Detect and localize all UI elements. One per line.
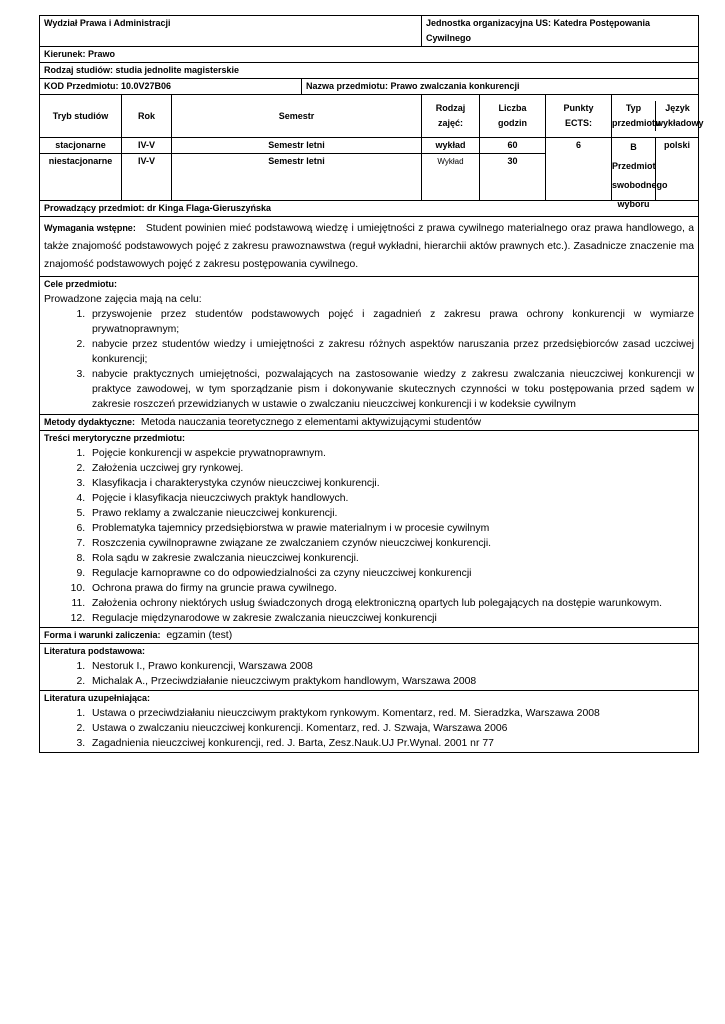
content-list (44, 446, 694, 626)
ects-value: 6 (546, 138, 612, 201)
list-item: 6. Problematyka tajemnicy przedsiębiorstwa w prawie materialnym i w procesie cywilnym (88, 521, 694, 536)
goals-intro: Prowadzone zajęcia mają na celu: (44, 294, 202, 305)
list-item: 2. Założenia uczciwej gry rynkowej. (88, 461, 694, 476)
list-item: 11. Założenia ochrony niektórych usług świadczonych drogą elektroniczną opartych lub polegających na dostępie warunkowym. (88, 596, 694, 611)
study-type: Rodzaj studiów: studia jednolite magisterskie (44, 65, 240, 75)
list-item: 2. Ustawa o zwalczaniu nieuczciwej konkurencji. Komentarz, red. J. Szwaja, Warszawa 2006 (88, 721, 694, 736)
col-header-mode: Tryb studiów (40, 95, 122, 138)
list-item: 2. nabycie przez studentów wiedzy i umiejętności z zakresu różnych aspektów naruszania przez przedsiębiorców zasad uczciwej konkurencji; (88, 337, 694, 367)
list-item: 9. Regulacje karnoprawne co do odpowiedzialności za czyny nieuczciwej konkurencji (88, 566, 694, 581)
list-item: 4. Pojęcie i klasyfikacja nieuczciwych praktyk handlowych. (88, 491, 694, 506)
list-item: 3. nabycie praktycznych umiejętności, pozwalających na zastosowanie wiedzy z zakresu zwalczania nieuczciwej konkurencji w praktyce zawodowej, w tym sporządzanie pism i dokonywanie skutecznych czynności w toku postępowania przed sądem w zakresie roszczeń przewidzianych w ustawie o zwalczaniu nieuczciwej konkurencji i w kodeksie cywilnym (88, 367, 694, 412)
goals-label: Cele przedmiotu: (44, 279, 118, 289)
assessment-section (40, 628, 699, 644)
list-item: 2. Michalak A., Przeciwdziałanie nieuczciwym praktykom handlowym, Warszawa 2008 (88, 674, 694, 689)
literature-basic-list (44, 659, 694, 689)
content-section (40, 431, 699, 628)
list-item: 10. Ochrona prawa do firmy na gruncie prawa cywilnego. (88, 581, 694, 596)
col-header-hours: Liczba godzin (480, 95, 546, 138)
field-of-study: Kierunek: Prawo (44, 49, 116, 59)
list-item: 1. Nestoruk I., Prawo konkurencji, Warszawa 2008 (88, 659, 694, 674)
methods-label: Metody dydaktyczne: (44, 417, 136, 427)
assessment-label: Forma i warunki zaliczenia: (44, 630, 161, 640)
methods-section (40, 415, 699, 431)
goals-section (40, 277, 699, 415)
col-header-class-type: Rodzaj zajęć: (422, 95, 480, 138)
col-header-type: Typ przedmiotu (612, 101, 656, 131)
literature-extra-list (44, 706, 694, 751)
requirements-label: Wymagania wstępne: (44, 223, 136, 233)
list-item: 1. przyswojenie przez studentów podstawowych pojęć i zagadnień z zakresu prawa ochrony konkurencji w wymiarze prywatnoprawnym; (88, 307, 694, 337)
study-type-cell (40, 63, 699, 79)
list-item: 8. Rola sądu w zakresie zwalczania nieuczciwej konkurencji. (88, 551, 694, 566)
requirements-section (40, 217, 699, 277)
subject-code: KOD Przedmiotu: 10.0V27B06 (44, 81, 172, 91)
literature-basic-label: Literatura podstawowa: (44, 646, 146, 656)
organizational-unit: Jednostka organizacyjna US: Katedra Postępowania Cywilnego (426, 18, 651, 43)
list-item: 7. Roszczenia cywilnoprawne związane ze zwalczaniem czynów nieuczciwej konkurencji. (88, 536, 694, 551)
methods-text: Metoda nauczania teoretycznego z elementami aktywizującymi studentów (140, 417, 481, 428)
col-header-semester: Semestr (172, 95, 422, 138)
list-item: 3. Klasyfikacja i charakterystyka czynów nieuczciwej konkurencji. (88, 476, 694, 491)
col-header-year: Rok (122, 95, 172, 138)
subject-name-cell (302, 79, 699, 95)
requirements-text: Student powinien mieć podstawową wiedzę i umiejętności z prawa cywilnego materialnego oraz prawa handlowego, a także znajomość podstawowych pojęć z zakresu prawoznawstwa (reguł wykładni, hierarchii aktów prawnych etc.). Zasadnicze znaczenie ma znajomość podstawowych pojęć z zakresu postępowania cywilnego. (44, 223, 695, 270)
assessment-text: egzamin (test) (166, 630, 233, 641)
language-value: polski (664, 140, 691, 150)
lecturer: Prowadzący przedmiot: dr Kinga Flaga-Gieruszyńska (40, 201, 699, 217)
list-item: 5. Prawo reklamy a zwalczanie nieuczciwej konkurencji. (88, 506, 694, 521)
syllabus-table (39, 15, 704, 753)
list-item: 1. Pojęcie konkurencji w aspekcie prywatnoprawnym. (88, 446, 694, 461)
code-cell (40, 79, 302, 95)
subject-name: Nazwa przedmiotu: Prawo zwalczania konkurencji (306, 81, 520, 91)
faculty: Wydział Prawa i Administracji (44, 18, 171, 28)
unit-cell (422, 16, 699, 47)
goals-list (44, 307, 694, 412)
col-header-type-lang (612, 95, 704, 138)
table-row: niestacjonarne IV-V Semestr letni Wykład 30 (40, 154, 699, 201)
list-item: 1. Ustawa o przeciwdziałaniu nieuczciwym praktykom rynkowym. Komentarz, red. M. Sieradzka, Warszawa 2008 (88, 706, 694, 721)
field-cell (40, 47, 699, 63)
list-item: 12. Regulacje międzynarodowe w zakresie zwalczania nieuczciwej konkurencji (88, 611, 694, 626)
literature-basic-section (40, 644, 699, 691)
list-item: 3. Zagadnienia nieuczciwej konkurencji, red. J. Barta, Zesz.Nauk.UJ Pr.Wynal. 2001 nr 77 (88, 736, 694, 751)
syllabus-document (39, 15, 704, 753)
content-label: Treści merytoryczne przedmiotu: (44, 433, 186, 443)
col-header-ects: Punkty ECTS: (546, 95, 612, 138)
faculty-cell (40, 16, 422, 47)
literature-extra-label: Literatura uzupełniająca: (44, 693, 151, 703)
literature-extra-section (40, 691, 699, 753)
table-row: stacjonarne IV-V Semestr letni wykład 60 6 B Przedmiot swobodnego wyboru polski (40, 138, 699, 154)
col-header-language: Język wykładowy (656, 103, 704, 128)
subject-type: B Przedmiot swobodnego wyboru (612, 138, 656, 200)
